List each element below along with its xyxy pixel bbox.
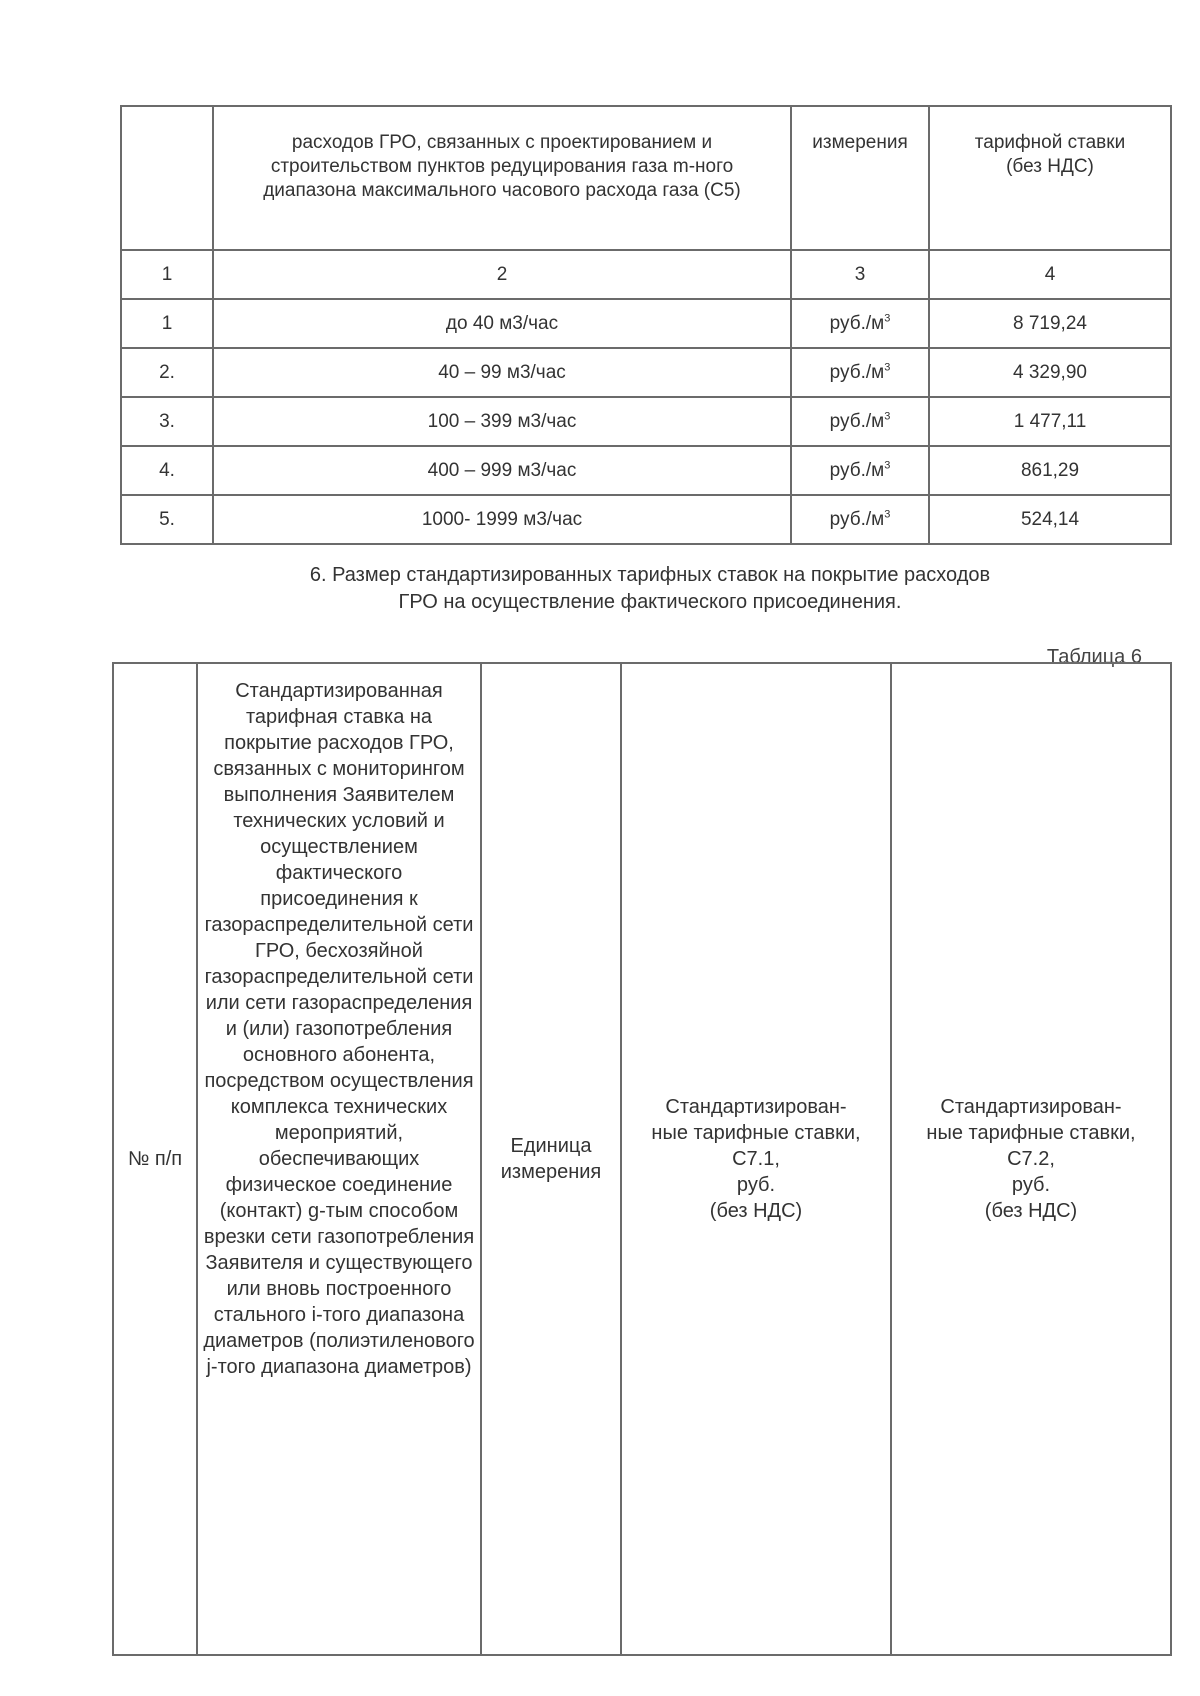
- unit-cell: [791, 495, 929, 544]
- rate-value: 1 477,11: [929, 397, 1171, 446]
- table-row: [121, 348, 1171, 397]
- unit-exponent: 3: [884, 312, 891, 325]
- unit-cell: [791, 299, 929, 348]
- header-line: (без НДС): [984, 1200, 1078, 1222]
- header-line: ные тарифные ставки,: [926, 1122, 1136, 1144]
- unit-exponent: 3: [884, 361, 891, 374]
- header-cell-number: № п/п: [113, 663, 197, 1655]
- column-number-row: [121, 250, 1171, 299]
- row-number: 1: [121, 299, 213, 348]
- header-line: руб.: [736, 1174, 776, 1196]
- unit-cell: [791, 397, 929, 446]
- header-line: Стандартизирован-: [665, 1096, 847, 1118]
- table-row: [121, 299, 1171, 348]
- header-cell-unit: измерения: [791, 106, 929, 250]
- header-cell-c71: [621, 663, 891, 1655]
- header-cell-c72: [891, 663, 1171, 1655]
- flow-range: 40 – 99 м3/час: [213, 348, 791, 397]
- column-number: 2: [213, 250, 791, 299]
- header-line: С7.2,: [1007, 1148, 1055, 1170]
- tariff-table-6: [112, 662, 1172, 1656]
- header-line: (без НДС): [709, 1200, 803, 1222]
- flow-range: 100 – 399 м3/час: [213, 397, 791, 446]
- flow-range: до 40 м3/час: [213, 299, 791, 348]
- column-number: 1: [121, 250, 213, 299]
- rate-value: 4 329,90: [929, 348, 1171, 397]
- row-number: 3.: [121, 397, 213, 446]
- unit-exponent: 3: [884, 459, 891, 472]
- column-number: 4: [929, 250, 1171, 299]
- header-line: руб.: [1011, 1174, 1051, 1196]
- row-number: 2.: [121, 348, 213, 397]
- unit-text: руб./м: [829, 361, 885, 383]
- row-number: 4.: [121, 446, 213, 495]
- unit-exponent: 3: [884, 508, 891, 521]
- flow-range: 1000- 1999 м3/час: [213, 495, 791, 544]
- section-title-line: ГРО на осуществление фактического присоединения.: [398, 591, 902, 613]
- section-title-line: 6. Размер стандартизированных тарифных ставок на покрытие расходов: [309, 564, 991, 586]
- table-row: [121, 397, 1171, 446]
- table-6-caption: Таблица 6: [1046, 646, 1142, 668]
- unit-cell: [791, 348, 929, 397]
- table-header-row: [113, 663, 1171, 1655]
- unit-text: руб./м: [829, 459, 885, 481]
- table-row: [121, 446, 1171, 495]
- table-header-row: [121, 106, 1171, 250]
- header-cell-description: расходов ГРО, связанных с проектированием и строительством пунктов редуцирования газа m-ного диапазона максимального часового расхода газа (С5): [213, 106, 791, 250]
- column-number: 3: [791, 250, 929, 299]
- header-cell-description: Стандартизированная тарифная ставка на покрытие расходов ГРО, связанных с мониторингом выполнения Заявителем технических условий и осуществлением фактического присоединения к газораспределительной сети ГРО, бесхозяйной газораспределительной сети или сети газораспределения и (или) газопотребления основного абонента, посредством осуществления комплекса технических мероприятий, обеспечивающих физическое соединение (контакт) g-тым способом врезки сети газопотребления Заявителя и существующего или вновь построенного стального i-того диапазона диаметров (полиэтиленового j-того диапазона диаметров): [197, 663, 481, 1655]
- header-line: С7.1,: [732, 1148, 780, 1170]
- tariff-table-c5: [120, 105, 1172, 545]
- header-line: ные тарифные ставки,: [651, 1122, 861, 1144]
- rate-value: 861,29: [929, 446, 1171, 495]
- unit-exponent: 3: [884, 410, 891, 423]
- header-cell-empty: [121, 106, 213, 250]
- header-cell-rate: тарифной ставки (без НДС): [929, 106, 1171, 250]
- rate-value: 524,14: [929, 495, 1171, 544]
- header-cell-unit: Единица измерения: [481, 663, 621, 1655]
- unit-text: руб./м: [829, 410, 885, 432]
- unit-text: руб./м: [829, 508, 885, 530]
- row-number: 5.: [121, 495, 213, 544]
- flow-range: 400 – 999 м3/час: [213, 446, 791, 495]
- rate-value: 8 719,24: [929, 299, 1171, 348]
- table-row: [121, 495, 1171, 544]
- unit-text: руб./м: [829, 312, 885, 334]
- section-6-title: [200, 562, 1100, 616]
- unit-cell: [791, 446, 929, 495]
- header-line: Стандартизирован-: [940, 1096, 1122, 1118]
